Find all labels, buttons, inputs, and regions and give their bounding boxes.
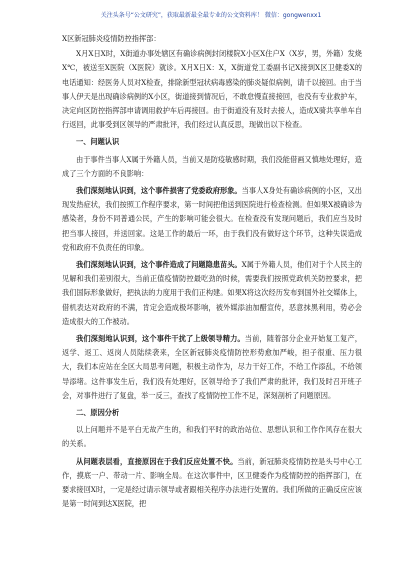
paragraph-impact-risk	[62, 258, 362, 329]
promo-banner	[96, 12, 326, 19]
paragraph-impact-leaders	[62, 332, 362, 403]
body-impact-image: 当事人X身处有确诊病例的小区，又出现发热症状，我们按照工作程序要求，第一时间把他送到医院进行检查检测。但如果X被确诊为感染者，身份不同普通公民，产生的影响可能会很大。在检查没有发现问题后，我们应当及时把当事人接回，并送回家。这是工作的最后一环，由于我们没有做好这个环节，这种失误造成党和政府不负责任的印象。	[62, 186, 362, 252]
lead-impact-risk: 我们深刻地认识到，这个事件造成了问题隐患苗头。	[76, 260, 242, 270]
paragraph-problem-summary: 由于事件当事人X属于外籍人员，当前又是防疫敏感时期，我们没能借画又慎地处理好，造成了三个方面的不良影响：	[62, 154, 362, 178]
lead-impact-leaders: 我们深刻地认识到，这个事件干扰了上级领导精力。	[76, 334, 245, 344]
body-cause-direct: 当前，新冠肺炎疫情防控是头号中心工作，摸底一户、带动一片、影响全局。在这次事件中，区卫健委作为疫情防控的指挥部门，在要求接回X时，一定是经过请示领导或者跟相关程序办法进行处置的。我们所做的正确反应应该是第一时间到达X医院，把	[62, 456, 362, 509]
paragraph-causes-intro: 以上问题并不是平白无故产生的，和我们平时的政治站位、思想认识和工作作风存在很大的关系。	[62, 425, 362, 449]
section-heading-problem: 一、问题认识	[76, 137, 120, 147]
lead-cause-direct: 从问题表层看，直接原因在于我们反应处置不快。	[76, 456, 238, 466]
lead-impact-image: 我们深刻地认识到，这个事件损害了党委政府形象。	[76, 186, 242, 196]
body-impact-risk: X属于外籍人员，他们对于个人民主的见解和我们差别很大，当前正值疫情防控最吃劲的时候，需要我们按照党政机关防控要求，把我们国际形象做好，把执法的力度用于我们正构建。如果X将这次经历发布到国外社交媒体上，借机表达对政府的不满，肯定会造成极坏影响，被外媒添油加醋宣传，恶意抹黑利用，势必会造成很大的工作被动。	[62, 260, 362, 326]
body-impact-leaders: 当前，随着部分企业开始复工复产，返学、返工、返岗人员陆续袭来，全区新冠肺炎疫情防控形势愈加严峻，担子很重、压力很大，我们本应站在全区大局思考问题，积极主动作为，尽力干好工作，不给工作添乱，不给领导添堵。这件事发生后，我们没有处理好，区领导给予了我们严肃的批评，我们及时召开班子会，对事件进行了复盘，举一反三，查找了疫情防控工作不足，深刻剖析了问题原因。	[62, 334, 362, 400]
section-heading-causes: 二、原因分析	[76, 408, 120, 418]
paragraph-impact-image	[62, 184, 362, 255]
document-page	[62, 32, 362, 515]
paragraph-cause-direct	[62, 455, 362, 512]
promo-banner-line1: 关注头条号“公文研究”，获取最新最全最专业的公文资料库！ 微信：gongwenxx1	[100, 12, 322, 19]
paragraph-intro: X月X日X时，X街道办事处辖区有确诊病例封闭楼院X小区X住户X（X岁，男，外籍）发烧X℃，被送至X医院（X医院）就诊。X月X日X：X，X街道党工委副书记X接到X区卫健委X的电话通知：经医务人员对X检查，排除新型冠状病毒感染的肺炎疑似病例，请千以接回。由于当事人伊天是出现确诊病例的X小区，街道接到情况后，不敢怠慢直接接回，也没有专业救护车，决定向区防控指挥部申请调用救护车后再接回。由于街道没有及时去接人，造成X骑共享单车自行返回，此事受到区领导的严肃批评，我们经过认真反思，现做出以下检查。	[62, 49, 362, 130]
document-salutation: X区新冠肺炎疫情防控指挥部：	[62, 34, 161, 43]
